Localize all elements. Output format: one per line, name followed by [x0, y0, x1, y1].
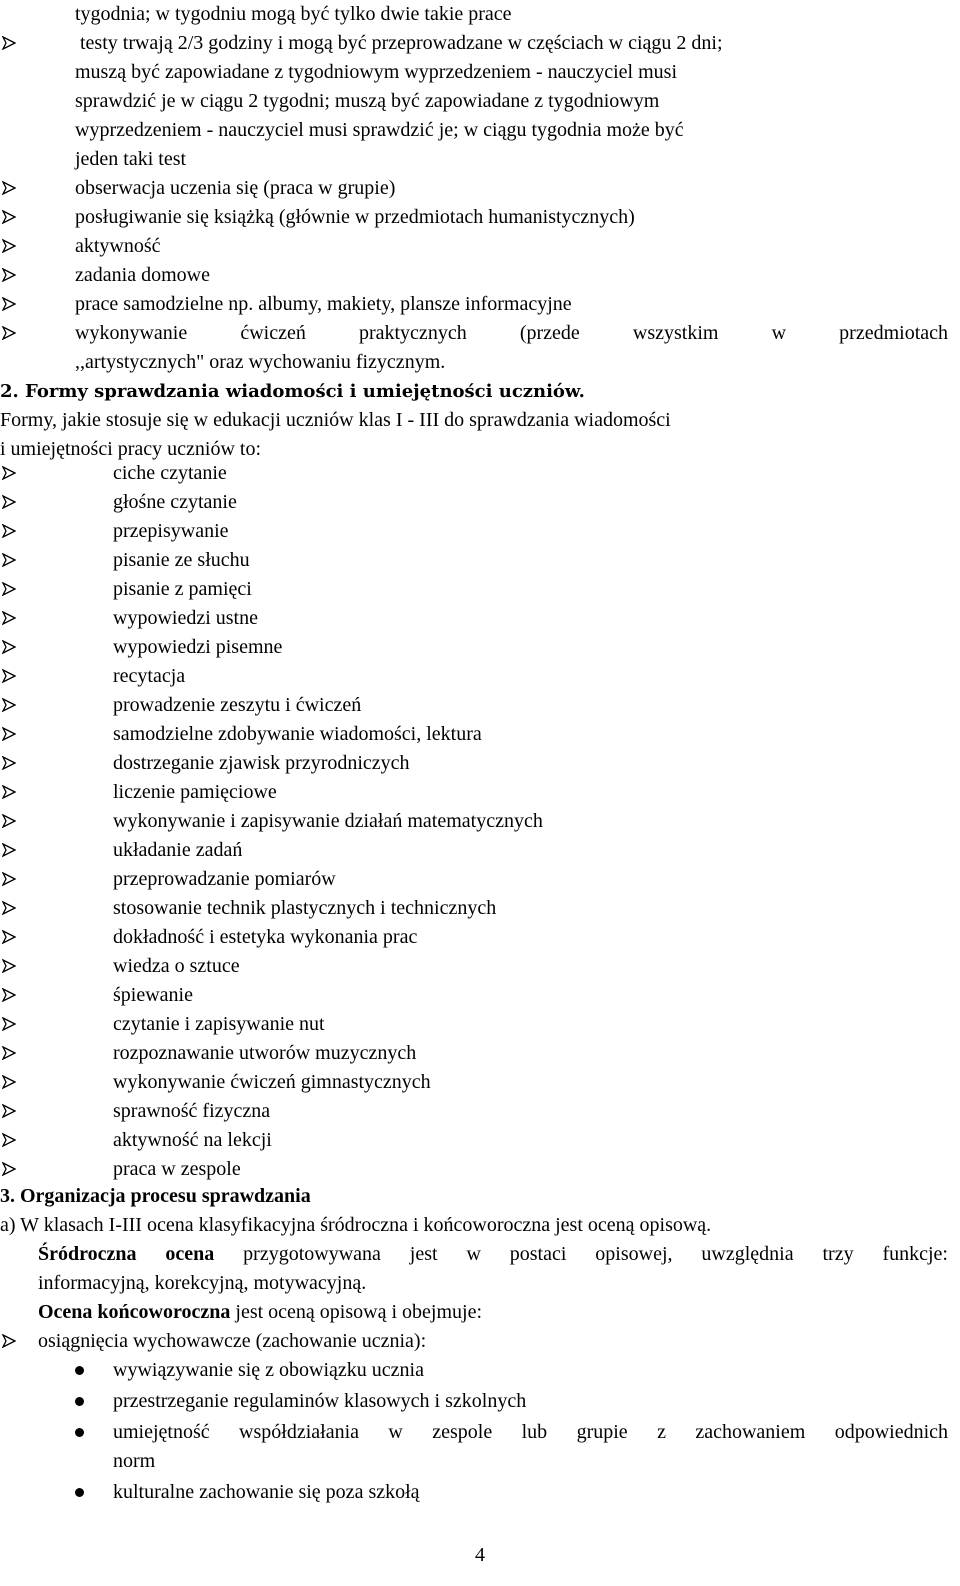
list-item-text: pisanie ze słuchu	[113, 549, 250, 571]
list-item	[0, 1126, 960, 1155]
arrow-bullet-icon	[2, 466, 16, 480]
text-line	[0, 1298, 960, 1327]
list-item-text: jeden taki test	[75, 148, 187, 170]
list-item	[0, 261, 960, 290]
list-item	[0, 1068, 960, 1097]
list-item-text: prace samodzielne np. albumy, makiety, plansze informacyjne	[75, 293, 572, 315]
bold-term: Śródroczna ocena	[38, 1243, 215, 1265]
list-item	[0, 1010, 960, 1039]
list-item	[0, 1327, 960, 1356]
list-item	[0, 174, 960, 203]
list-item	[0, 807, 960, 836]
arrow-bullet-icon	[2, 785, 16, 799]
list-item-text: stosowanie technik plastycznych i technicznych	[113, 897, 497, 919]
arrow-bullet-icon	[2, 36, 16, 50]
arrow-bullet-icon	[2, 1133, 16, 1147]
text-line	[0, 0, 960, 29]
arrow-bullet-icon	[2, 239, 16, 253]
list-item-text: układanie zadań	[113, 839, 243, 861]
list-item	[0, 575, 960, 604]
arrow-bullet-icon	[2, 901, 16, 915]
list-item-text: praca w zespole	[113, 1158, 241, 1180]
list-item	[0, 1418, 960, 1447]
list-item	[0, 952, 960, 981]
list-item	[0, 203, 960, 232]
list-item	[0, 894, 960, 923]
paragraph-text: informacyjną, korekcyjną, motywacyjną.	[38, 1272, 367, 1294]
paragraph-text: jest oceną opisową i obejmuje:	[235, 1301, 483, 1323]
text-line	[0, 1211, 960, 1240]
list-item-text: testy trwają 2/3 godziny i mogą być przeprowadzane w częściach w ciągu 2 dni;	[80, 32, 723, 54]
list-item	[0, 633, 960, 662]
list-item-text: aktywność na lekcji	[113, 1129, 272, 1151]
paragraph-text: tygodnia; w tygodniu mogą być tylko dwie takie prace	[75, 3, 512, 25]
list-item-text: głośne czytanie	[113, 491, 237, 513]
arrow-bullet-icon	[2, 1075, 16, 1089]
arrow-bullet-icon	[2, 756, 16, 770]
section-heading	[0, 1182, 960, 1211]
list-item-text: recytacja	[113, 665, 186, 687]
list-item	[0, 1478, 960, 1507]
arrow-bullet-icon	[2, 495, 16, 509]
list-item	[0, 1097, 960, 1126]
arrow-bullet-icon	[2, 727, 16, 741]
list-item-text: czytanie i zapisywanie nut	[113, 1013, 325, 1035]
text-line	[0, 1447, 960, 1476]
list-item	[0, 720, 960, 749]
list-item-text: ,,artystycznych" oraz wychowaniu fizycznym.	[75, 351, 446, 373]
list-item-text: norm	[113, 1450, 156, 1472]
arrow-bullet-icon	[2, 1104, 16, 1118]
list-item	[0, 1356, 960, 1385]
list-item	[0, 1155, 960, 1184]
list-item	[0, 865, 960, 894]
list-item	[0, 691, 960, 720]
paragraph-text: i umiejętności pracy uczniów to:	[0, 438, 262, 460]
list-item-text: wiedza o sztuce	[113, 955, 240, 977]
list-item-text: obserwacja uczenia się (praca w grupie)	[75, 177, 396, 199]
list-item-text: kulturalne zachowanie się poza szkołą	[113, 1481, 420, 1503]
list-item-text: aktywność	[75, 235, 161, 257]
arrow-bullet-icon	[2, 210, 16, 224]
list-item-text: umiejętność współdziałania w zespole lub grupie z zachowaniem odpowiednich	[113, 1421, 948, 1443]
list-item-text: liczenie pamięciowe	[113, 781, 277, 803]
list-item-text: wykonywanie i zapisywanie działań matematycznych	[113, 810, 543, 832]
list-item	[0, 517, 960, 546]
list-item-text: przepisywanie	[113, 520, 229, 542]
bold-term: Ocena końcoworoczna	[38, 1301, 231, 1323]
text-line	[0, 1240, 960, 1269]
arrow-bullet-icon	[2, 1046, 16, 1060]
arrow-bullet-icon	[2, 959, 16, 973]
section-heading-text: 3. Organizacja procesu sprawdzania	[0, 1185, 311, 1207]
list-item-text: dokładność i estetyka wykonania prac	[113, 926, 418, 948]
list-item-text: zadania domowe	[75, 264, 210, 286]
arrow-bullet-icon	[2, 930, 16, 944]
arrow-bullet-icon	[2, 181, 16, 195]
list-item-text: dostrzeganie zjawisk przyrodniczych	[113, 752, 410, 774]
text-line	[0, 116, 960, 145]
arrow-bullet-icon	[2, 1334, 16, 1348]
paragraph-text	[38, 1240, 948, 1269]
text-line	[0, 1269, 960, 1298]
list-item	[0, 662, 960, 691]
paragraph-text	[38, 1298, 482, 1327]
bullet-dot-icon	[75, 1488, 84, 1497]
paragraph-text: a) W klasach I-III ocena klasyfikacyjna śródroczna i końcoworoczna jest oceną opisową.	[0, 1214, 712, 1236]
list-item-text: osiągnięcia wychowawcze (zachowanie ucznia):	[38, 1330, 427, 1352]
list-item-text: wypowiedzi pisemne	[113, 636, 283, 658]
arrow-bullet-icon	[2, 814, 16, 828]
arrow-bullet-icon	[2, 640, 16, 654]
paragraph-text: przygotowywana jest w postaci opisowej, uwzględnia trzy funkcje:	[243, 1243, 948, 1265]
list-item	[0, 778, 960, 807]
list-item	[0, 923, 960, 952]
arrow-bullet-icon	[2, 582, 16, 596]
arrow-bullet-icon	[2, 1017, 16, 1031]
list-item-text: rozpoznawanie utworów muzycznych	[113, 1042, 417, 1064]
section-heading-text: 2. Formy sprawdzania wiadomości i umiejętności uczniów.	[0, 381, 585, 402]
list-item	[0, 488, 960, 517]
arrow-bullet-icon	[2, 553, 16, 567]
list-item-text: przestrzeganie regulaminów klasowych i szkolnych	[113, 1390, 527, 1412]
list-item-text: śpiewanie	[113, 984, 193, 1006]
bullet-dot-icon	[75, 1428, 84, 1437]
section-heading	[0, 377, 960, 406]
list-item	[0, 836, 960, 865]
bullet-dot-icon	[75, 1366, 84, 1375]
list-item	[0, 232, 960, 261]
list-item	[0, 1039, 960, 1068]
list-item	[0, 1387, 960, 1416]
list-item	[0, 749, 960, 778]
text-line	[0, 87, 960, 116]
text-line	[0, 58, 960, 87]
text-line	[0, 348, 960, 377]
list-item-text: prowadzenie zeszytu i ćwiczeń	[113, 694, 362, 716]
list-item	[0, 459, 960, 488]
list-item-text: sprawność fizyczna	[113, 1100, 271, 1122]
list-item-text: wywiązywanie się z obowiązku ucznia	[113, 1359, 424, 1381]
list-item	[0, 29, 960, 58]
arrow-bullet-icon	[2, 872, 16, 886]
list-item	[0, 290, 960, 319]
list-item-text: wypowiedzi ustne	[113, 607, 258, 629]
arrow-bullet-icon	[2, 524, 16, 538]
paragraph-text: Formy, jakie stosuje się w edukacji uczniów klas I - III do sprawdzania wiadomości	[0, 409, 671, 431]
arrow-bullet-icon	[2, 611, 16, 625]
list-item-text: wykonywanie ćwiczeń gimnastycznych	[113, 1071, 431, 1093]
list-item-text: ciche czytanie	[113, 462, 227, 484]
arrow-bullet-icon	[2, 326, 16, 340]
list-item	[0, 546, 960, 575]
text-line	[0, 406, 960, 435]
arrow-bullet-icon	[2, 988, 16, 1002]
arrow-bullet-icon	[2, 268, 16, 282]
arrow-bullet-icon	[2, 1162, 16, 1176]
list-item-text: przeprowadzanie pomiarów	[113, 868, 336, 890]
text-line	[0, 145, 960, 174]
bullet-dot-icon	[75, 1397, 84, 1406]
list-item-text: pisanie z pamięci	[113, 578, 252, 600]
list-item	[0, 604, 960, 633]
list-item-text: wyprzedzeniem - nauczyciel musi sprawdzić je; w ciągu tygodnia może być	[75, 119, 684, 141]
list-item-text: sprawdzić je w ciągu 2 tygodni; muszą być zapowiadane z tygodniowym	[75, 90, 660, 112]
list-item-text: samodzielne zdobywanie wiadomości, lektura	[113, 723, 482, 745]
arrow-bullet-icon	[2, 669, 16, 683]
page-number: 4	[475, 1544, 485, 1566]
list-item-text: muszą być zapowiadane z tygodniowym wyprzedzeniem - nauczyciel musi	[75, 61, 678, 83]
list-item-text: wykonywanie ćwiczeń praktycznych (przede wszystkim w przedmiotach	[75, 322, 948, 344]
list-item	[0, 981, 960, 1010]
arrow-bullet-icon	[2, 297, 16, 311]
arrow-bullet-icon	[2, 698, 16, 712]
arrow-bullet-icon	[2, 843, 16, 857]
list-item	[0, 319, 960, 348]
list-item-text: posługiwanie się książką (głównie w przedmiotach humanistycznych)	[75, 206, 635, 228]
